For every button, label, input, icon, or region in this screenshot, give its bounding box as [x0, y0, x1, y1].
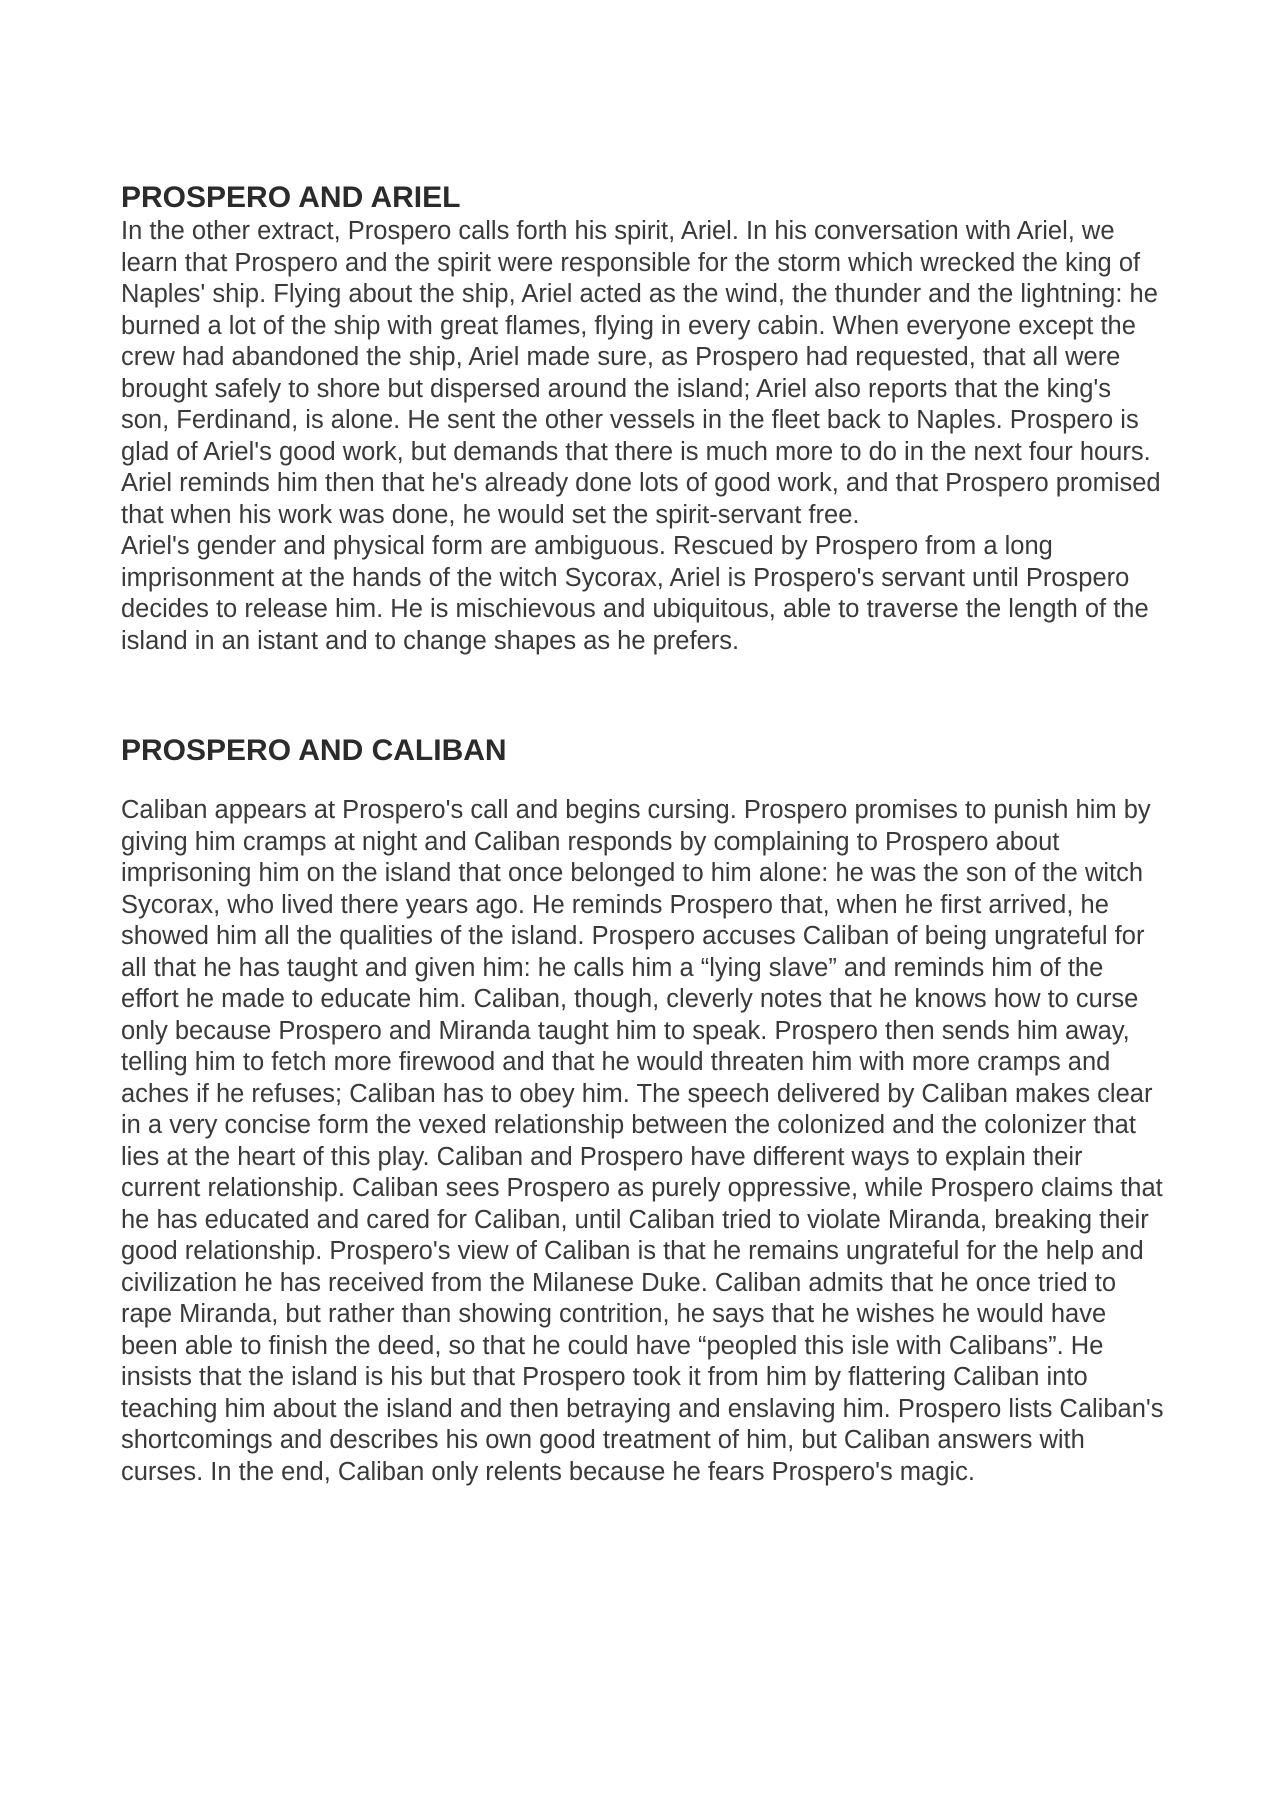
section-heading-caliban: PROSPERO AND CALIBAN — [121, 734, 507, 767]
ariel-paragraph-2: Ariel's gender and physical form are ambiguous. Rescued by Prospero from a long imprisonment at the hands of the witch Sycorax, Ariel is Prospero's servant until Prospero decides to release him. He is mischievous and ubiquitous, able to traverse the length of the island in an istant and to change shapes as he prefers. — [121, 532, 1149, 655]
ariel-paragraph-1: In the other extract, Prospero calls forth his spirit, Ariel. In his conversation with Ariel, we learn that Prospero and the spirit were responsible for the storm which wrecked the king of Naples' ship. Flying about the ship, Ariel acted as the wind, the thunder and the lightning: he burned a lot of the ship with great flames, flying in every cabin. When everyone except the crew had abandoned the ship, Ariel made sure, as Prospero had requested, that all were brought safely to shore but dispersed around the island; Ariel also reports that the king's son, Ferdinand, is alone. He sent the other vessels in the fleet back to Naples. Prospero is glad of Ariel's good work, but demands that there is much more to do in the next four hours. Ariel reminds him then that he's already done lots of good work, and that Prospero promised that when his work was done, he would set the spirit-servant free. — [121, 217, 1161, 529]
document-page — [121, 180, 1166, 1488]
caliban-paragraph-1: Caliban appears at Prospero's call and begins cursing. Prospero promises to punish him by giving him cramps at night and Caliban responds by complaining to Prospero about imprisoning him on the island that once belonged to him alone: he was the son of the witch Sycorax, who lived there years ago. He reminds Prospero that, when he first arrived, he showed him all the qualities of the island. Prospero accuses Caliban of being ungrateful for all that he has taught and given him: he calls him a “lying slave” and reminds him of the effort he made to educate him. Caliban, though, cleverly notes that he knows how to curse only because Prospero and Miranda taught him to speak. Prospero then sends him away, telling him to fetch more firewood and that he would threaten him with more cramps and aches if he refuses; Caliban has to obey him. The speech delivered by Caliban makes clear in a very concise form the vexed relationship between the colonized and the colonizer that lies at the heart of this play. Caliban and Prospero have different ways to explain their current relationship. Caliban sees Prospero as purely oppressive, while Prospero claims that he has educated and cared for Caliban, until Caliban tried to violate Miranda, breaking their good relationship. Prospero's view of Caliban is that he remains ungrateful for the help and civilization he has received from the Milanese Duke. Caliban admits that he once tried to rape Miranda, but rather than showing contrition, he says that he wishes he would have been able to finish the deed, so that he could have “peopled this isle with Calibans”. He insists that the island is his but that Prospero took it from him by flattering Caliban into teaching him about the island and then betraying and enslaving him. Prospero lists Caliban's shortcomings and describes his own good treatment of him, but Caliban answers with curses. In the end, Caliban only relents because he fears Prospero's magic. — [121, 796, 1164, 1486]
section-heading-ariel: PROSPERO AND ARIEL — [121, 181, 461, 214]
